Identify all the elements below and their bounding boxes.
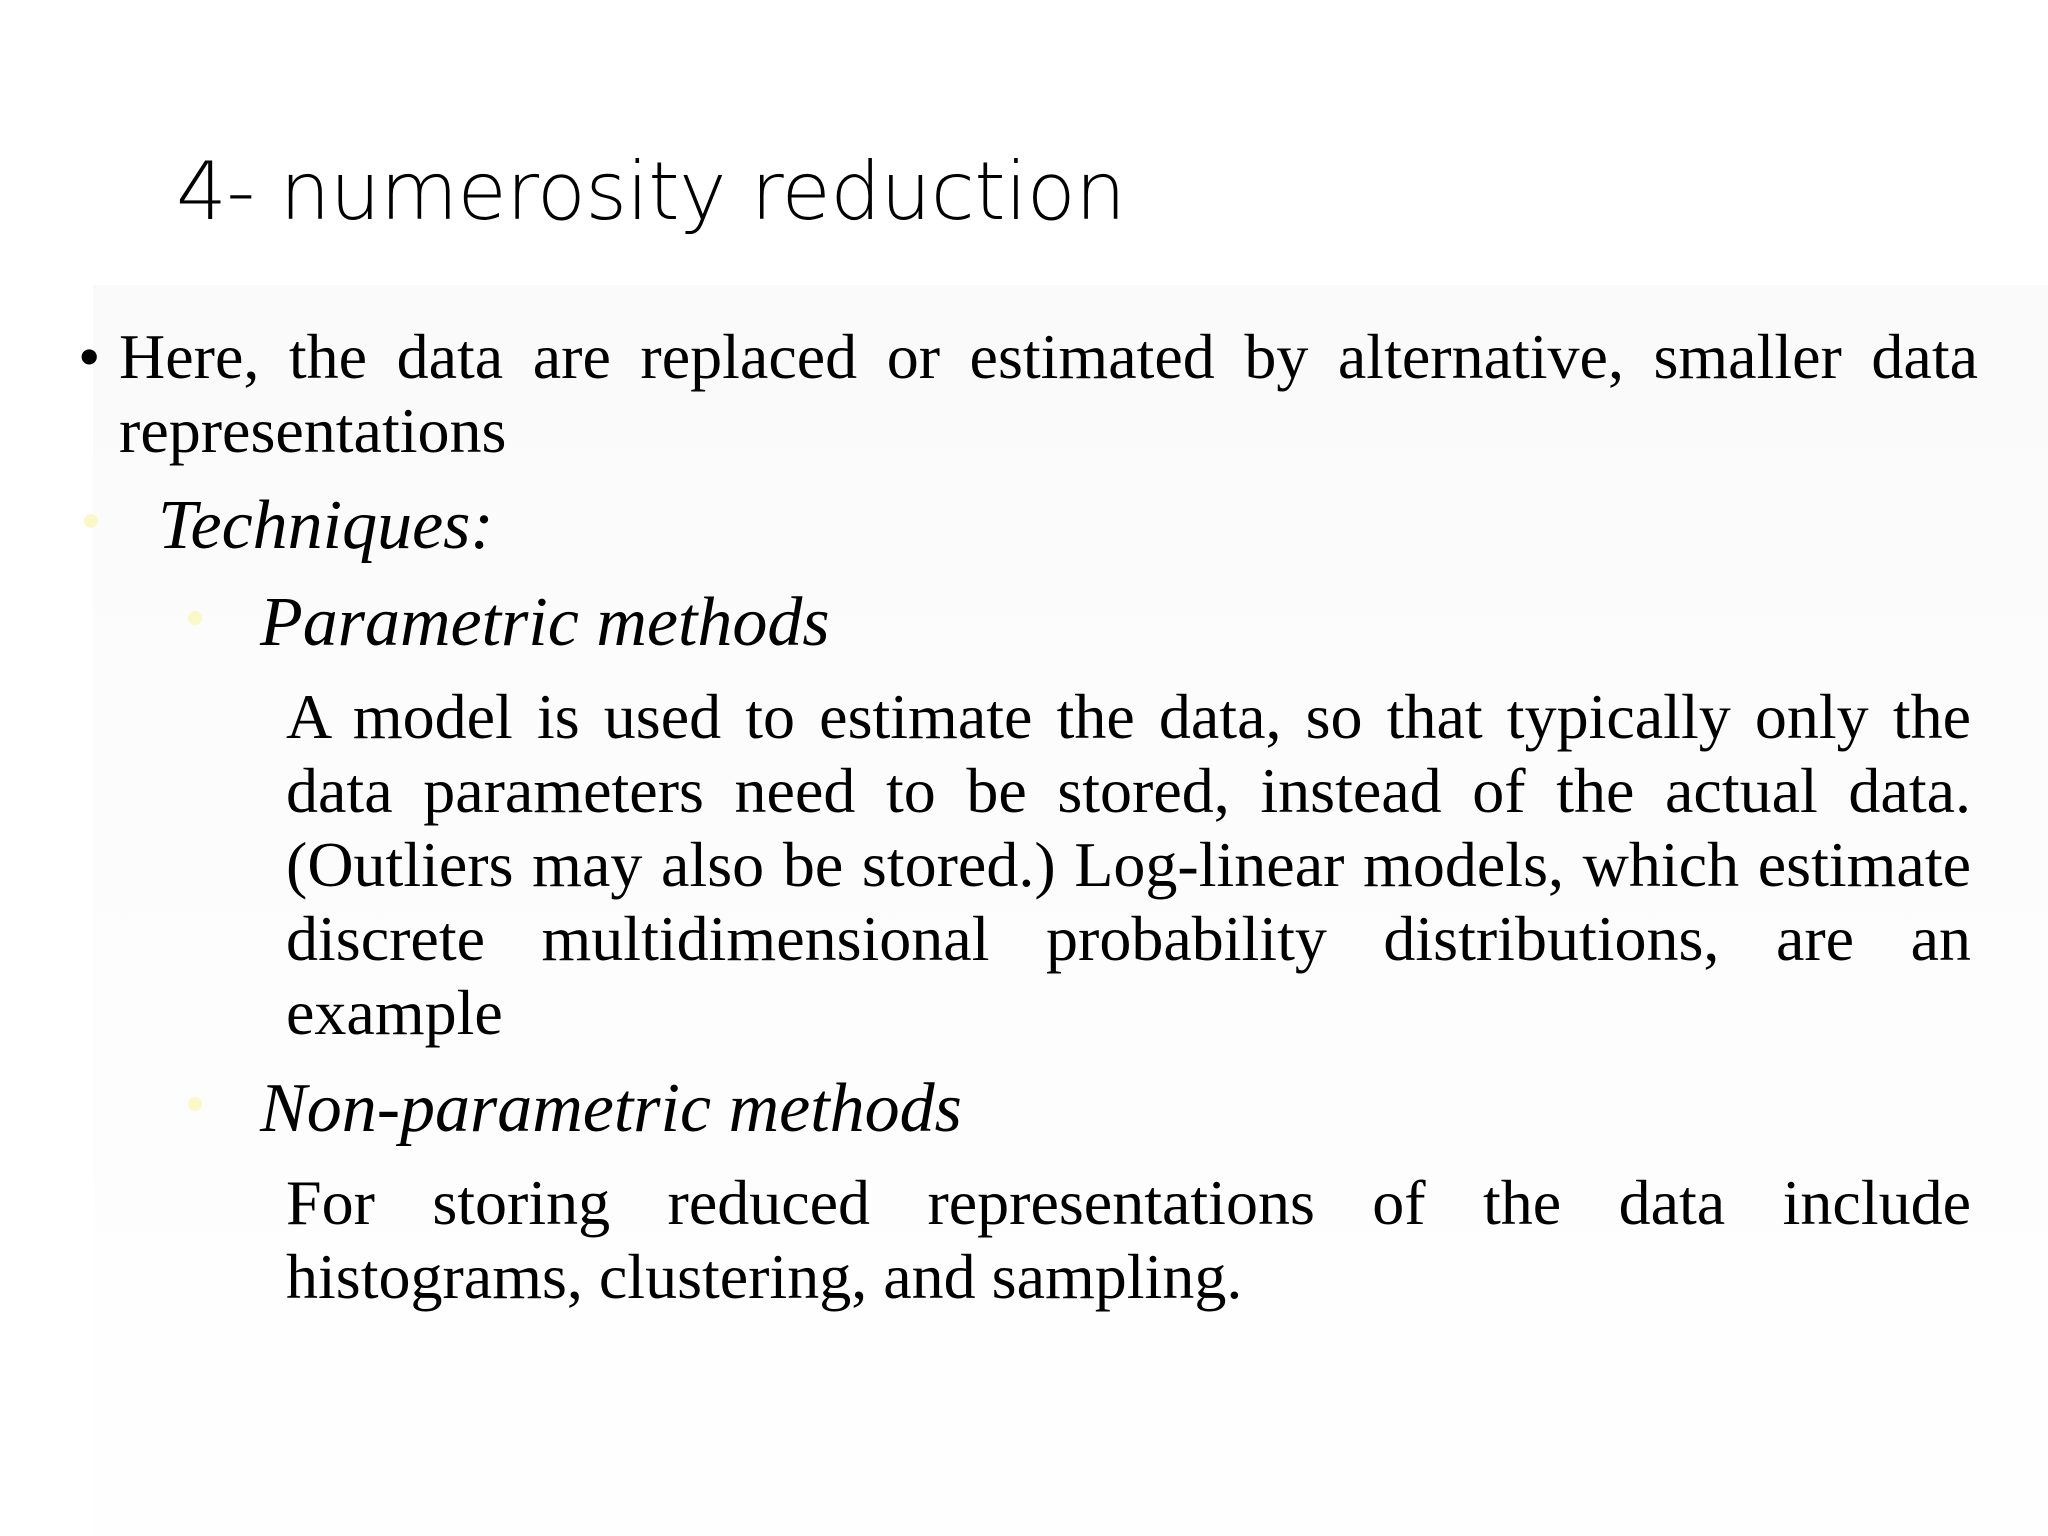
intro-text: Here, the data are replaced or estimated by alternative, smaller data representations [119,321,1978,466]
parametric-bullet-dot [188,611,202,625]
nonparametric-bullet-dot [188,1097,202,1111]
bullet-dot: • [78,321,101,392]
nonparametric-methods-label: Non-parametric methods [260,1070,962,1147]
nonparametric-methods-description: For storing reduced representations of the data include histograms, clustering, and sampling. [286,1167,1971,1312]
parametric-methods-label: Parametric methods [260,584,830,661]
techniques-bullet-dot [84,514,98,528]
parametric-methods-description: A model is used to estimate the data, so that typically only the data parameters need to be stored, instead of the actual data. (Outliers may also be stored.) Log-linear models, which estimate discrete multidimensional probability distributions, are an example [286,681,1971,1048]
techniques-label: Techniques: [158,487,494,564]
slide-title: 4- numerosity reduction [176,145,1126,238]
